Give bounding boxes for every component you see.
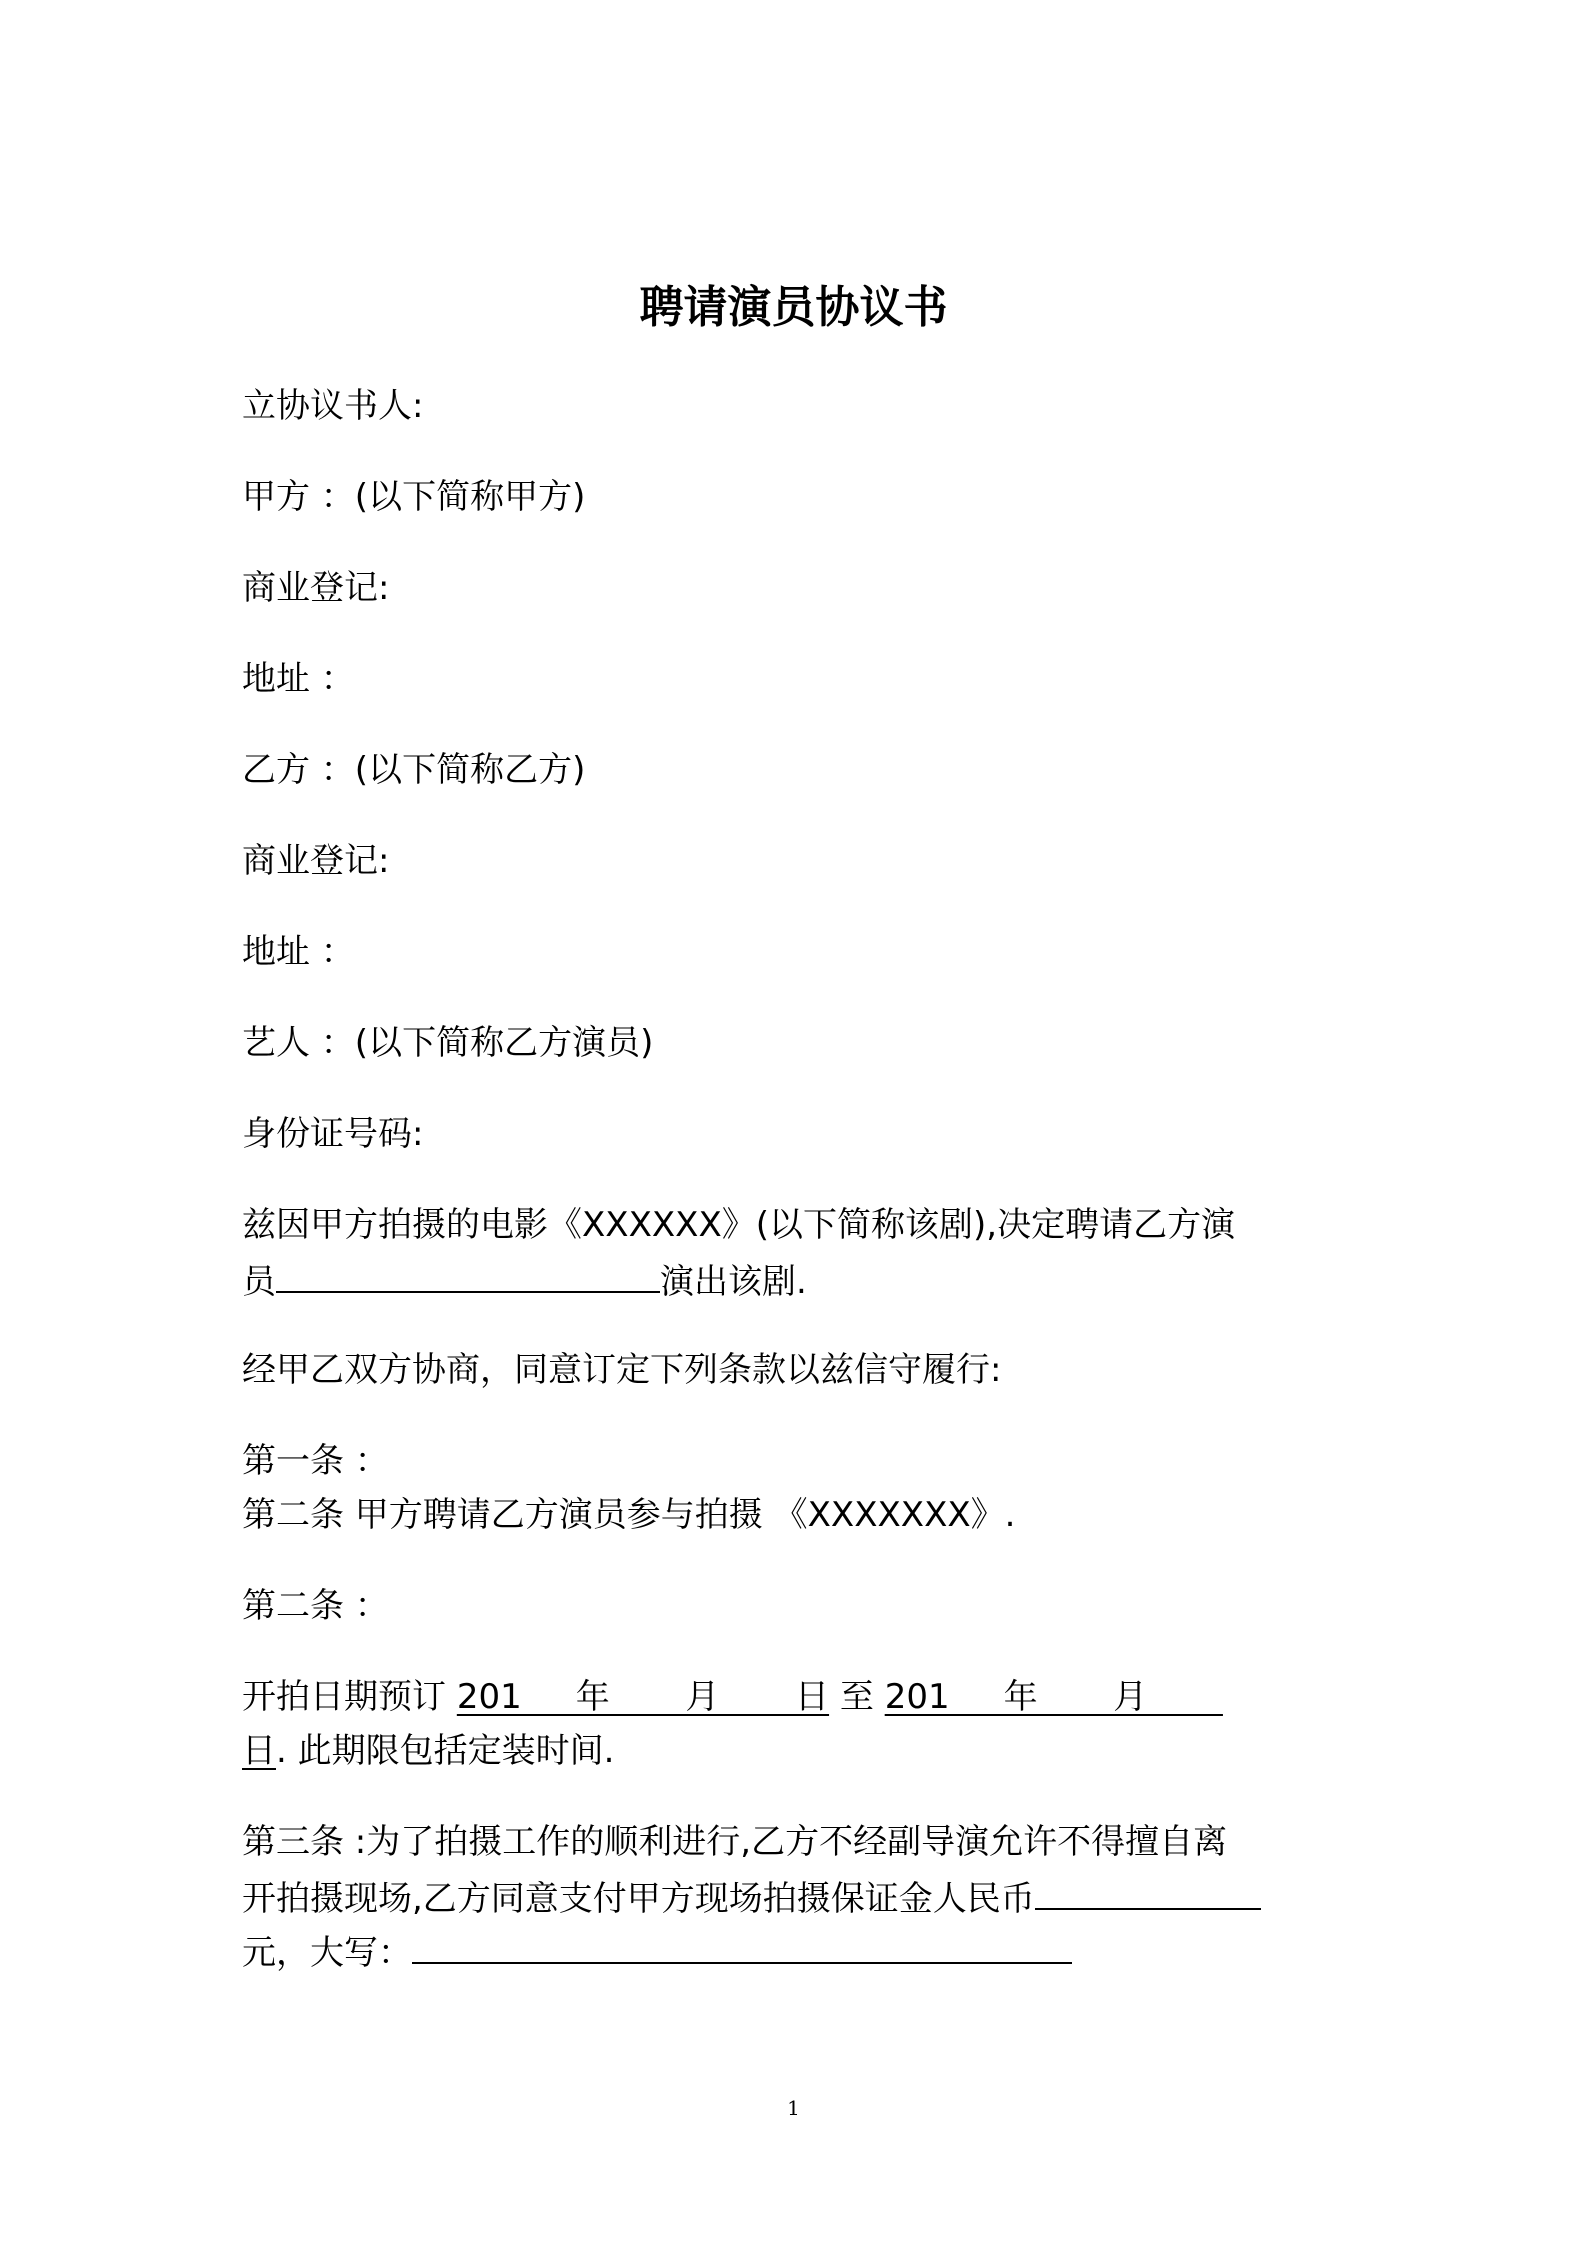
party-b-registration-line: 商业登记: [242,841,390,881]
article-1-body: 第二条 甲方聘请乙方演员参与拍摄 《XXXXXXX》. [242,1495,1016,1535]
deposit-amount-words-blank [412,1924,1072,1964]
paragraph-1-line-2 [242,1253,807,1308]
date-line-2-rest: . 此期限包括定装时间. [276,1731,615,1771]
date-line-1-to: 至 [829,1677,885,1717]
party-b-line: 乙方 ：(以下简称乙方) [242,750,586,790]
article-3-line-3-text: 元，大写： [242,1933,412,1973]
party-b-address-line: 地址 ： [242,932,355,972]
actor-name-blank [276,1253,660,1293]
party-a-address-line: 地址 ： [242,659,355,699]
paragraph-1-line-2-prefix: 员 [242,1262,276,1302]
deposit-amount-blank [1035,1870,1261,1910]
article-3-line-1: 第三条 :为了拍摄工作的顺利进行,乙方不经副导演允许不得擅自离 [242,1822,1228,1862]
paragraph-1-line-2-suffix: 演出该剧. [660,1262,807,1302]
article-1-heading: 第一条 ： [242,1441,389,1481]
article-2-heading: 第二条 ： [242,1586,389,1626]
party-a-registration-line: 商业登记: [242,568,390,608]
date-line-2 [242,1725,614,1777]
paragraph-2: 经甲乙双方协商，同意订定下列条款以兹信守履行: [242,1350,1002,1390]
article-3-line-2-text: 开拍摄现场,乙方同意支付甲方现场拍摄保证金人民币 [242,1879,1035,1919]
date-line-1 [242,1671,1223,1723]
party-a-line: 甲方 ：(以下简称甲方) [242,477,586,517]
document-title: 聘请演员协议书 [639,282,948,333]
paragraph-1-line-1: 兹因甲方拍摄的电影《XXXXXX》(以下简称该剧),决定聘请乙方演 [242,1205,1236,1245]
end-date-day: 日 [242,1731,276,1771]
intro-line: 立协议书人: [242,386,424,426]
date-line-1-prefix: 开拍日期预订 [242,1677,457,1717]
start-date-blank: 201 年 月 日 [456,1677,830,1717]
page-number: 1 [787,2096,800,2120]
article-3-line-2 [242,1870,1261,1925]
end-date-blank: 201 年 月 [884,1677,1223,1717]
artist-line: 艺人 ：(以下简称乙方演员) [242,1023,654,1063]
article-3-line-3 [242,1924,1072,1979]
id-number-line: 身份证号码: [242,1114,424,1154]
